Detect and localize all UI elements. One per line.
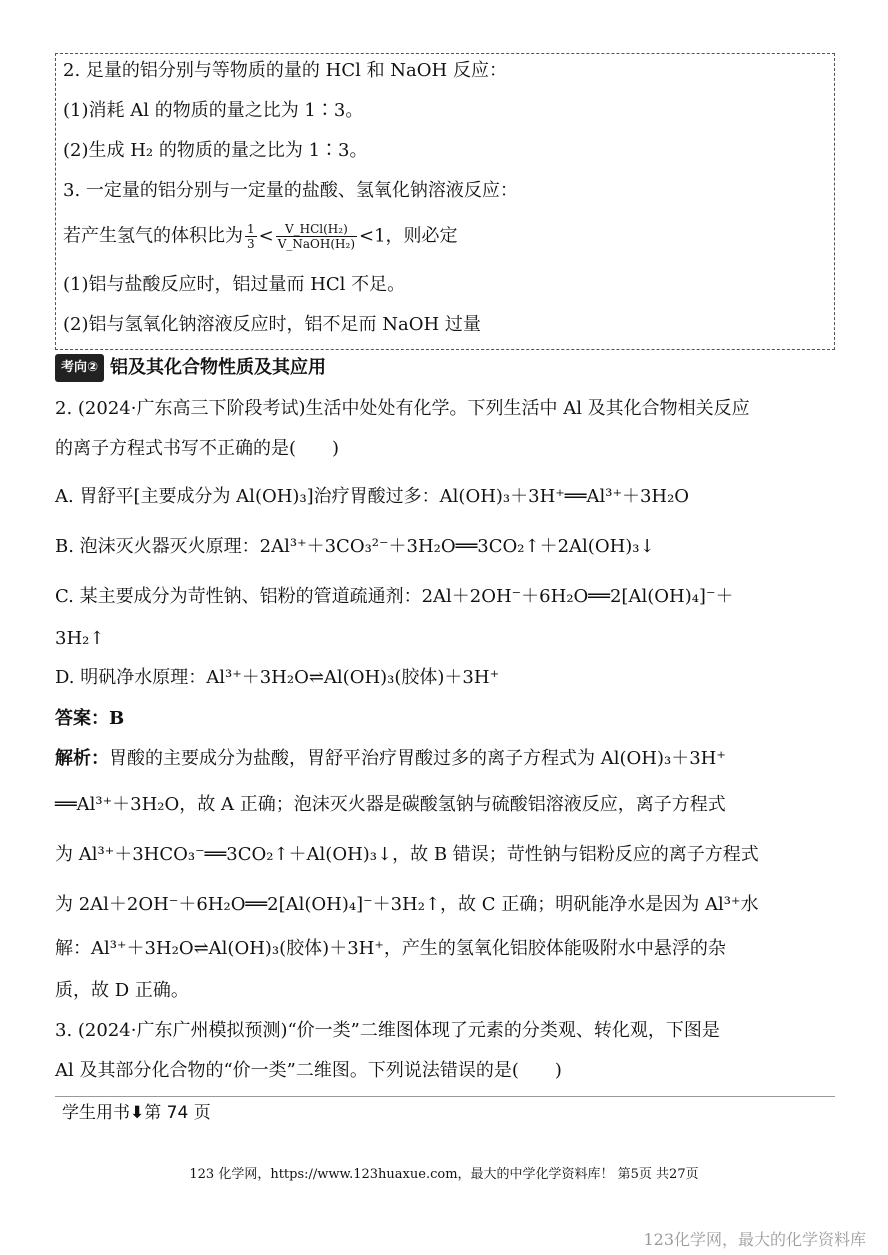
fraction-volume-ratio (276, 222, 357, 251)
explanation-text: 胃酸的主要成分为盐酸，胃舒平治疗胃酸过多的离子方程式为 Al(OH)₃＋3H⁺ (109, 748, 726, 769)
explanation-label: 解析： (55, 748, 109, 769)
section-title: 铝及其化合物性质及其应用 (110, 357, 327, 378)
fraction-denominator: V_NaOH(H₂) (277, 237, 355, 251)
q2-explanation-line-1 (55, 746, 726, 772)
q2-stem-line-2: 的离子方程式书写不正确的是( ) (55, 438, 340, 459)
q2-option-a: A. 胃舒平[主要成分为 Al(OH)₃]治疗胃酸过多：Al(OH)₃＋3H⁺══Al³⁺＋3H₂O (55, 486, 690, 507)
answer-value: B (109, 708, 125, 729)
q2-explanation-line-2: ══Al³⁺＋3H₂O，故 A 正确；泡沫灭火器是碳酸氢钠与硫酸铝溶液反应，离子方程式 (55, 794, 726, 815)
summary-line-7: (2)铝与氢氧化钠溶液反应时，铝不足而 NaOH 过量 (63, 314, 481, 335)
q2-answer (55, 706, 124, 732)
q2-stem-line-1: 2. (2024·广东高三下阶段考试)生活中处处有化学。下列生活中 Al 及其化合物相关反应 (55, 398, 750, 419)
arrow-down-icon: ⬇ (130, 1103, 145, 1123)
q2-explanation-line-4: 为 2Al＋2OH⁻＋6H₂O══2[Al(OH)₄]⁻＋3H₂↑，故 C 正确；明矾能净水是因为 Al³⁺水 (55, 894, 759, 915)
divider (55, 1096, 835, 1097)
q2-explanation-line-5: 解：Al³⁺＋3H₂O⇌Al(OH)₃(胶体)＋3H⁺，产生的氢氧化铝胶体能吸附水中悬浮的杂 (55, 938, 726, 959)
summary-line-2: (1)消耗 Al 的物质的量之比为 1∶3。 (63, 100, 364, 121)
section-heading (55, 354, 326, 382)
q2-option-c-line-1: C. 某主要成分为苛性钠、铝粉的管道疏通剂：2Al＋2OH⁻＋6H₂O══2[Al(OH)₄]⁻＋ (55, 586, 734, 607)
q2-option-d: D. 明矾净水原理：Al³⁺＋3H₂O⇌Al(OH)₃(胶体)＋3H⁺ (55, 667, 500, 688)
less-than-sign: < (258, 225, 274, 247)
q2-option-b: B. 泡沫灭火器灭火原理：2Al³⁺＋3CO₃²⁻＋3H₂O══3CO₂↑＋2Al(OH)₃↓ (55, 536, 655, 557)
answer-label: 答案： (55, 708, 109, 729)
summary-line-5 (63, 222, 458, 251)
q2-option-c-line-2: 3H₂↑ (55, 628, 105, 649)
page-footer: 123 化学网，https://www.123huaxue.com，最大的中学化学资料库！ 第5页 共27页 (189, 1167, 699, 1182)
summary-line-1: 2. 足量的铝分别与等物质的量的 HCl 和 NaOH 反应： (63, 60, 507, 81)
section-tag: 考向② (55, 354, 104, 382)
q2-explanation-line-3: 为 Al³⁺＋3HCO₃⁻══3CO₂↑＋Al(OH)₃↓，故 B 错误；苛性钠与铝粉反应的离子方程式 (55, 844, 759, 865)
fraction-numerator: 1 (247, 222, 255, 236)
summary-line-6: (1)铝与盐酸反应时，铝过量而 HCl 不足。 (63, 274, 406, 295)
ratio-suffix: <1，则必定 (359, 225, 458, 247)
q3-stem-line-1: 3. (2024·广东广州模拟预测)“价一类”二维图体现了元素的分类观、转化观，下图是 (55, 1020, 720, 1041)
ratio-prefix: 若产生氢气的体积比为 (63, 225, 243, 247)
q2-explanation-line-6: 质，故 D 正确。 (55, 980, 189, 1001)
q3-stem-line-2: Al 及其部分化合物的“价一类”二维图。下列说法错误的是( ) (55, 1060, 562, 1081)
summary-line-3: (2)生成 H₂ 的物质的量之比为 1∶3。 (63, 140, 368, 161)
summary-line-4: 3. 一定量的铝分别与一定量的盐酸、氢氧化钠溶液反应： (63, 180, 518, 201)
book-reference-label: 学生用书 (62, 1103, 130, 1123)
book-reference (62, 1100, 211, 1126)
watermark: 123化学网，最大的化学资料库 (643, 1230, 866, 1249)
fraction-one-third (245, 222, 257, 251)
book-reference-page: 第 74 页 (144, 1103, 211, 1123)
fraction-numerator: V_HCl(H₂) (276, 222, 357, 237)
fraction-denominator: 3 (247, 237, 255, 251)
